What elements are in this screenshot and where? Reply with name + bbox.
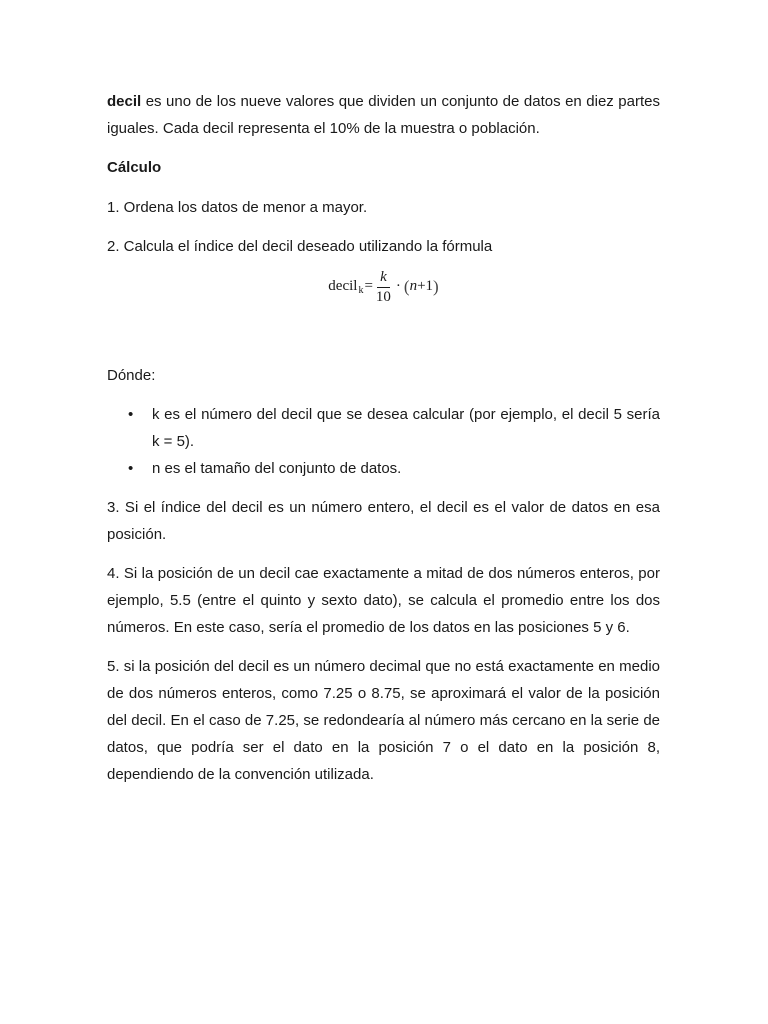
step-5: 5. si la posición del decil es un número decimal que no está exactamente en medio de dos números enteros, como 7.25 o 8.75, se aproximará el valor de la posición del decil. En el caso de 7.25, se redondearía al número más cercano en la serie de datos, que podría ser el dato en la posición 7 o el dato en la posición 8, dependiendo de la convención utilizada. — [107, 658, 660, 783]
list-item-text: n es el tamaño del conjunto de datos. — [152, 460, 402, 477]
formula-equals: = — [364, 277, 373, 294]
formula-plus-one: +1 — [417, 277, 434, 294]
formula-n: n — [409, 277, 418, 294]
formula-lhs: decil — [328, 277, 358, 294]
formula-dot: · — [395, 277, 401, 294]
list-item-text: k es el número del decil que se desea calcular (por ejemplo, el decil 5 sería k = 5). — [152, 406, 660, 450]
donde-label: Dónde: — [107, 367, 156, 384]
step-3: 3. Si el índice del decil es un número entero, el decil es el valor de datos en esa posición. — [107, 499, 660, 543]
bullet-icon: • — [128, 460, 134, 477]
section-heading: Cálculo — [107, 159, 162, 176]
intro-paragraph — [107, 88, 660, 142]
decil-term: decil — [107, 93, 142, 110]
definition-list — [107, 401, 660, 482]
intro-text: es uno de los nueve valores que dividen un conjunto de datos en diez partes iguales. Cada decil representa el 10% de la muestra o población. — [107, 93, 660, 137]
formula-close-paren: ) — [433, 276, 439, 296]
step-4: 4. Si la posición de un decil cae exactamente a mitad de dos números enteros, por ejemplo, 5.5 (entre el quinto y sexto dato), se calcula el promedio entre los dos números. En este caso, sería el promedio de los datos en las posiciones 5 y 6. — [107, 565, 660, 636]
formula-numerator: k — [377, 270, 390, 288]
formula-denominator: 10 — [375, 288, 391, 305]
list-item — [107, 401, 660, 455]
decile-formula — [107, 266, 660, 306]
bullet-icon: • — [128, 406, 134, 423]
step-2: 2. Calcula el índice del decil deseado utilizando la fórmula — [107, 238, 493, 255]
formula-fraction — [376, 270, 391, 305]
formula-subscript: k — [358, 285, 364, 296]
list-item — [107, 455, 660, 482]
step-1: 1. Ordena los datos de menor a mayor. — [107, 199, 368, 216]
formula-open-paren: ( — [403, 276, 410, 296]
